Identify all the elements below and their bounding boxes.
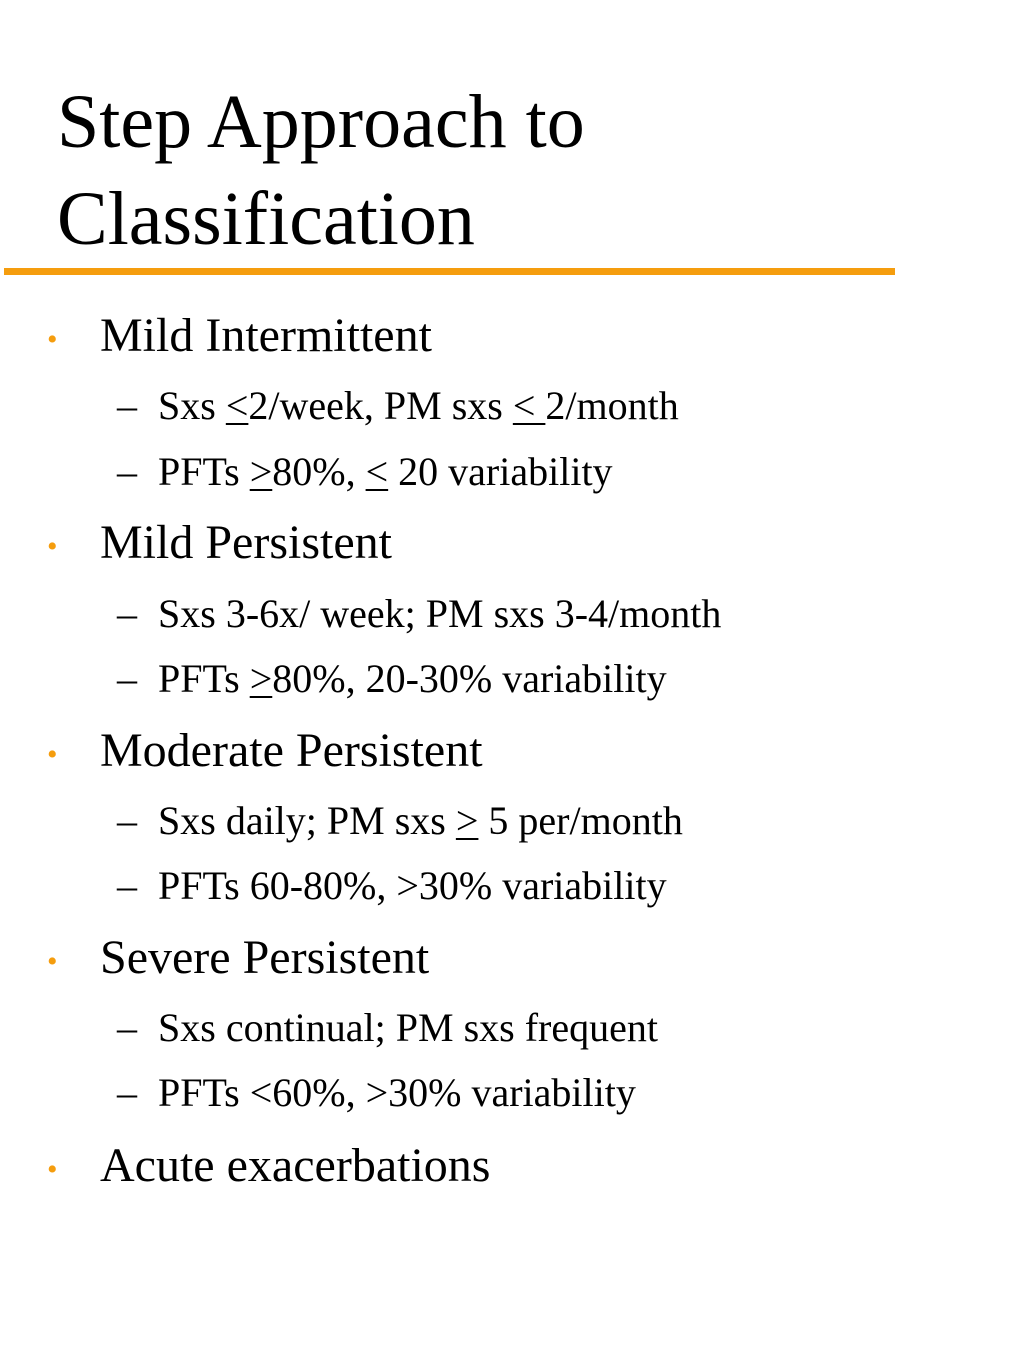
text-part: PFTs (158, 656, 250, 701)
dash-icon: – (117, 798, 137, 843)
bullet-item-mild-persistent: Mild Persistent (100, 516, 393, 569)
text-part: 5 per/month (478, 798, 683, 843)
bullet-item-mild-intermittent: Mild Intermittent (100, 309, 432, 362)
bullet-icon: • (47, 1153, 58, 1186)
sub-item-mild-persistent-symptoms: Sxs 3-6x/ week; PM sxs 3-4/month (158, 591, 722, 636)
bullet-icon: • (47, 738, 58, 771)
text-part: 80%, (272, 449, 366, 494)
text-part: 20 variability (388, 449, 613, 494)
bullet-icon: • (47, 323, 58, 356)
text-part: 2/month (545, 383, 679, 428)
less-equal-symbol: < (225, 383, 249, 428)
less-equal-symbol: < (512, 383, 546, 428)
text-part: PFTs (158, 449, 250, 494)
sub-item-moderate-persistent-symptoms (158, 797, 683, 845)
sub-item-mild-intermittent-pfts (158, 448, 613, 496)
bullet-item-moderate-persistent: Moderate Persistent (100, 724, 483, 777)
title-line-1: Step Approach to (57, 80, 585, 164)
dash-icon: – (117, 656, 137, 701)
dash-icon: – (117, 449, 137, 494)
slide-title (57, 74, 897, 268)
sub-item-severe-persistent-pfts: PFTs <60%, >30% variability (158, 1070, 636, 1115)
greater-equal-symbol: > (249, 449, 273, 494)
greater-equal-symbol: > (455, 798, 479, 843)
sub-item-mild-persistent-pfts (158, 655, 667, 703)
sub-item-severe-persistent-symptoms: Sxs continual; PM sxs frequent (158, 1005, 658, 1050)
dash-icon: – (117, 591, 137, 636)
text-part: Sxs daily; PM sxs (158, 798, 456, 843)
sub-item-mild-intermittent-symptoms (158, 382, 679, 430)
dash-icon: – (117, 383, 137, 428)
title-divider (4, 268, 895, 275)
sub-item-moderate-persistent-pfts: PFTs 60-80%, >30% variability (158, 863, 667, 908)
bullet-icon: • (47, 945, 58, 978)
greater-equal-symbol: > (249, 656, 273, 701)
dash-icon: – (117, 1005, 137, 1050)
bullet-icon: • (47, 530, 58, 563)
text-part: Sxs (158, 383, 226, 428)
dash-icon: – (117, 863, 137, 908)
text-part: 80%, 20-30% variability (272, 656, 667, 701)
bullet-item-severe-persistent: Severe Persistent (100, 931, 430, 984)
bullet-item-acute-exacerbations: Acute exacerbations (100, 1139, 491, 1192)
text-part: 2/week, PM sxs (248, 383, 513, 428)
title-line-2: Classification (57, 177, 475, 261)
dash-icon: – (117, 1070, 137, 1115)
less-equal-symbol: < (365, 449, 389, 494)
